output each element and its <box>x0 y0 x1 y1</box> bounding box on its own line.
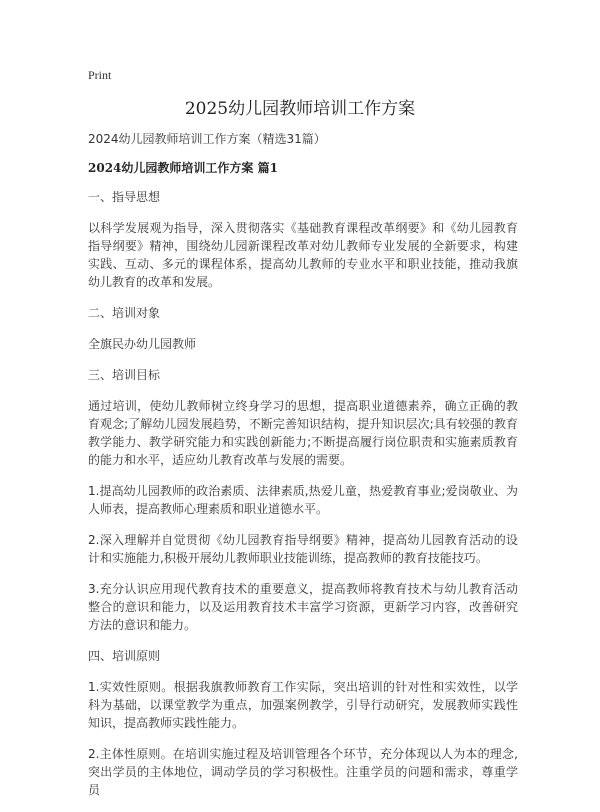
part-heading: 2024幼儿园教师培训工作方案 篇1 <box>88 161 278 175</box>
paragraph: 以科学发展观为指导，深入贯彻落实《基础教育课程改革纲要》和《幼儿园教育指导纲要》精神，围绕幼儿园新课程改革对幼儿教师专业发展的全新要求，构建实践、互动、多元的课程体系，提高幼儿教师的专业水平和职业技能，推动我旗幼儿教育的改革和发展。 <box>88 221 518 289</box>
document-subtitle: 2024幼儿园教师培训工作方案（精选31篇） <box>88 132 326 146</box>
section-heading: 二、培训对象 <box>88 306 161 320</box>
paragraph: 2.主体性原则。在培训实施过程及培训管理各个环节，充分体现以人为本的理念,突出学员的主体地位，调动学员的学习积极性。注重学员的问题和需求，尊重学员 <box>88 747 518 797</box>
paragraph: 1.实效性原则。根据我旗教师教育工作实际，突出培训的针对性和实效性，以学科为基础，以课堂教学为重点，加强案例教学，引导行动研究，发展教师实践性知识，提高教师实践性能力。 <box>88 680 518 730</box>
document-title: 2025幼儿园教师培训工作方案 <box>184 99 416 119</box>
section-heading: 四、培训原则 <box>88 649 161 663</box>
section-heading: 三、培训目标 <box>88 368 161 382</box>
paragraph: 3.充分认识应用现代教育技术的重要意义，提高教师将教育技术与幼儿教育活动整合的意识和能力，以及运用教育技术丰富学习资源，更新学习内容，改善研究方法的意识和能力。 <box>88 582 518 632</box>
print-link[interactable]: Print <box>88 68 112 82</box>
document-body <box>88 130 518 812</box>
paragraph: 全旗民办幼儿园教师 <box>88 337 197 351</box>
paragraph: 通过培训，使幼儿教师树立终身学习的思想，提高职业道德素养，确立正确的教育观念;了解幼儿园发展趋势，不断完善知识结构，提升知识层次;具有较强的教育教学能力、教学研究能力和实践创新能力;不断提高履行岗位职责和实施素质教育的能力和水平，适应幼儿教育改革与发展的需要。 <box>88 399 518 467</box>
paragraph: 1.提高幼儿园教师的政治素质、法律素质,热爱儿童，热爱教育事业;爱岗敬业、为人师表，提高教师心理素质和职业道德水平。 <box>88 484 518 516</box>
document-blocks <box>88 188 518 799</box>
paragraph: 2.深入理解并自觉贯彻《幼儿园教育指导纲要》精神，提高幼儿园教育活动的设计和实施能力,积极开展幼儿教师职业技能训练，提高教师的教育技能技巧。 <box>88 533 518 565</box>
section-heading: 一、指导思想 <box>88 190 161 204</box>
